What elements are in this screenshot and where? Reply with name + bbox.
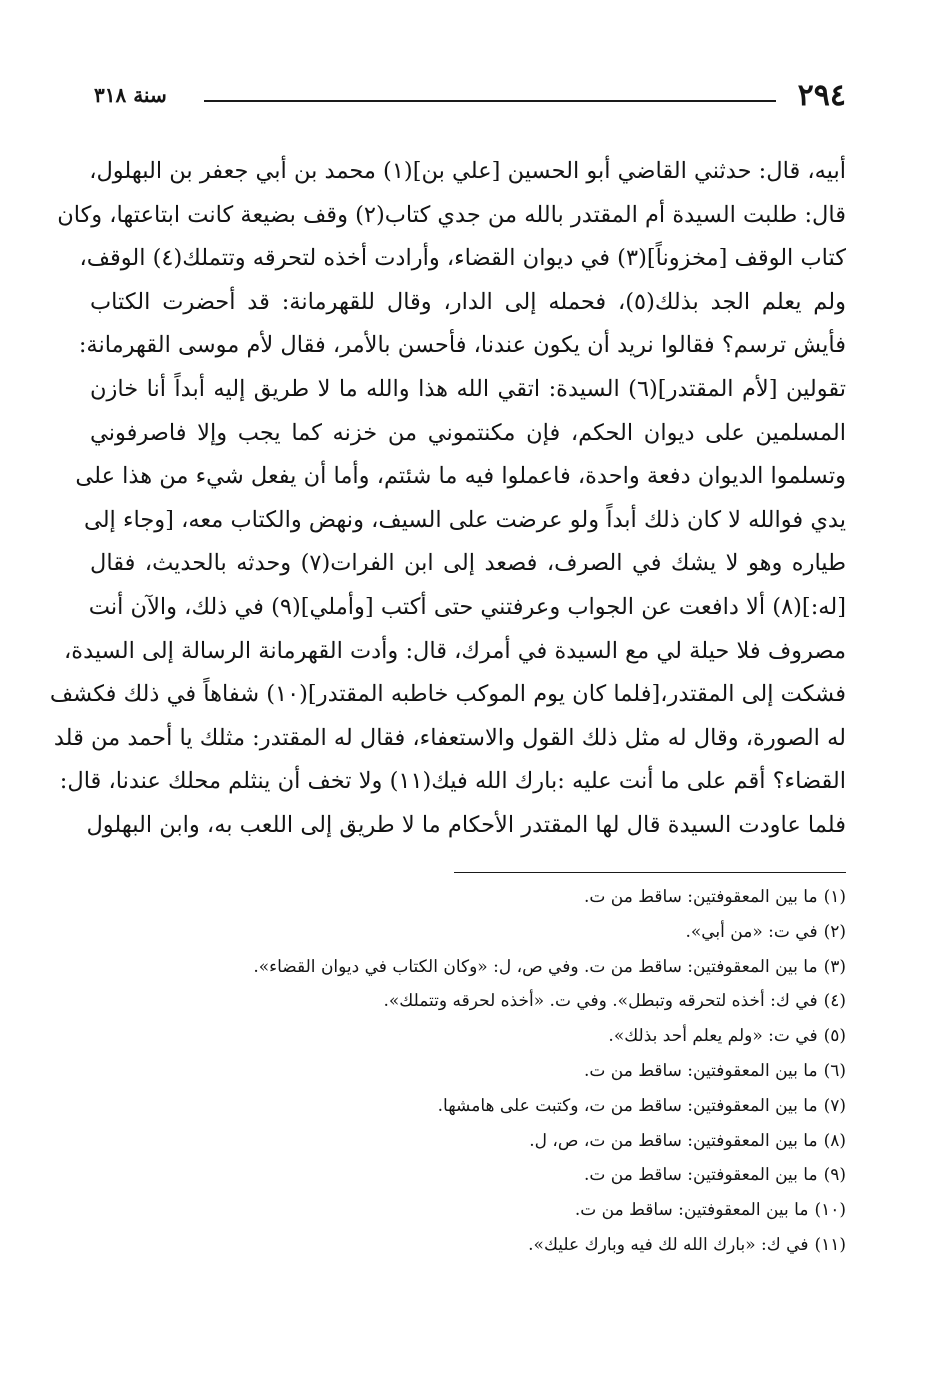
footnote [246,880,846,915]
footnote [246,1158,846,1193]
text-line: تقولين [لأم المقتدر](٦) السيدة: اتقي الله هذا والله ما لا طريق إليه أبداً أنا خازن [90,375,846,402]
text-line: أبيه، قال: حدثني القاضي أبو الحسين [علي بن](١) محمد بن أبي جعفر بن البهلول، [89,158,846,184]
footnote-text: ما بين المعقوفتين: ساقط من ت. وفي ص، ل: «وكان الكتاب في ديوان القضاء». [253,956,818,977]
footnote-number: (٤) [823,991,846,1012]
text-line: [له:](٨) ألا دافعت عن الجواب وعرفتني حتى أكتب [وأملي](٩) في ذلك، والآن أنت [88,593,846,620]
footnote-number: (٧) [823,1095,846,1116]
footnote [246,1054,846,1089]
footnote-text: في ت: «من أبي». [685,921,818,942]
footnote [246,984,846,1019]
footnote [246,1193,846,1228]
text-line: فشكت إلى المقتدر،[فلما كان يوم الموكب خاطبه المقتدر](١٠) شفاهاً في ذلك فكشف [49,681,846,708]
text-line: فلما عاودت السيدة قال لها المقتدر الأحكام ما لا طريق إلى اللعب به، وابن البهلول [86,811,846,838]
text-line: قال: طلبت السيدة أم المقتدر بالله من جدي كتاب(٢) وقف بضيعة كانت ابتاعتها، وكان [57,201,846,228]
footnote-number: (٨) [823,1130,846,1151]
footnote [246,915,846,950]
page-number: ٢٩٤ [797,78,846,113]
text-line: مصروف فلا حيلة لي مع السيدة في أمرك، قال: وأدت القهرمانة الرسالة إلى السيدة، [64,637,846,664]
footnote-number: (٣) [823,956,846,977]
footnote-text: ما بين المعقوفتين: ساقط من ت. [583,1060,818,1081]
footnote-number: (٥) [823,1026,846,1047]
text-line: فأيش ترسم؟ فقالوا نريد أن يكون عندنا، فأحسن بالأمر، فقال لأم موسى القهرمانة: [78,332,846,359]
footnote [246,950,846,985]
footnote-number: (١) [823,887,846,907]
footnote-text: في ت: «ولم يعلم أحد بذلك». [608,1026,818,1047]
footnote [246,1089,846,1124]
footnote-separator [454,872,846,873]
footnote [246,1019,846,1054]
footnote-text: ما بين المعقوفتين: ساقط من ت، وكتبت على هامشها. [437,1095,818,1116]
footnote-number: (٦) [823,1060,846,1081]
footnote-text: ما بين المعقوفتين: ساقط من ت. [574,1200,809,1221]
running-head-year: سنة ٣١٨ [94,83,167,107]
footnote-number: (١١) [814,1234,846,1255]
footnote-text: ما بين المعقوفتين: ساقط من ت. [583,1165,818,1186]
footnote-text: في ك: «بارك الله لك فيه وبارك عليك». [528,1234,809,1255]
footnote-text: ما بين المعقوفتين: ساقط من ت. [583,887,818,907]
text-line: القضاء؟ أقم على ما أنت عليه :بارك الله فيك(١١) ولا تخف أن ينثلم محلك عندنا، قال: [59,768,846,795]
footnote [246,1124,846,1159]
text-line: ولم يعلم الجد بذلك(٥)، فحمله إلى الدار، وقال للقهرمانة: قد أحضرت الكتاب [90,288,846,315]
footnote [246,1228,846,1263]
footnote-number: (٢) [823,921,846,942]
main-text [49,150,846,848]
footnote-number: (١٠) [814,1200,846,1221]
text-line: المسلمين على ديوان الحكم، فإن مكنتموني من خزنه كما يجب وإلا فاصرفوني [90,419,846,446]
footnote-text: ما بين المعقوفتين: ساقط من ت، ص، ل. [529,1130,818,1151]
text-line: يدي فوالله لا كان ذلك أبداً ولو عرضت على السيف، ونهض والكتاب معه، [وجاء إلى [83,506,846,533]
page-header [94,76,846,116]
footnote-number: (٩) [823,1165,846,1186]
text-line: وتسلموا الديوان دفعة واحدة، فاعملوا فيه ما شئتم، وأما أن يفعل شيء من هذا على [75,463,846,490]
text-line: كتاب الوقف [مخزوناً](٣) في ديوان القضاء، وأرادت أخذه لتحرقه وتتملك(٤) الوقف، [79,245,846,272]
text-line: له الصورة، وقال له مثل ذلك القول والاستعفاء، فقال له المقتدر: مثلك يا أحمد من قلد [53,724,846,751]
footnote-text: في ك: أخذه لتحرقه وتبطل». وفي ت. «أخذه لحرقه وتتملك». [383,991,818,1012]
header-rule [204,100,776,102]
footnotes [246,880,846,1263]
text-line: طياره وهو لا يشك في الصرف، فصعد إلى ابن الفرات(٧) وحدثه بالحديث، فقال [90,550,846,577]
